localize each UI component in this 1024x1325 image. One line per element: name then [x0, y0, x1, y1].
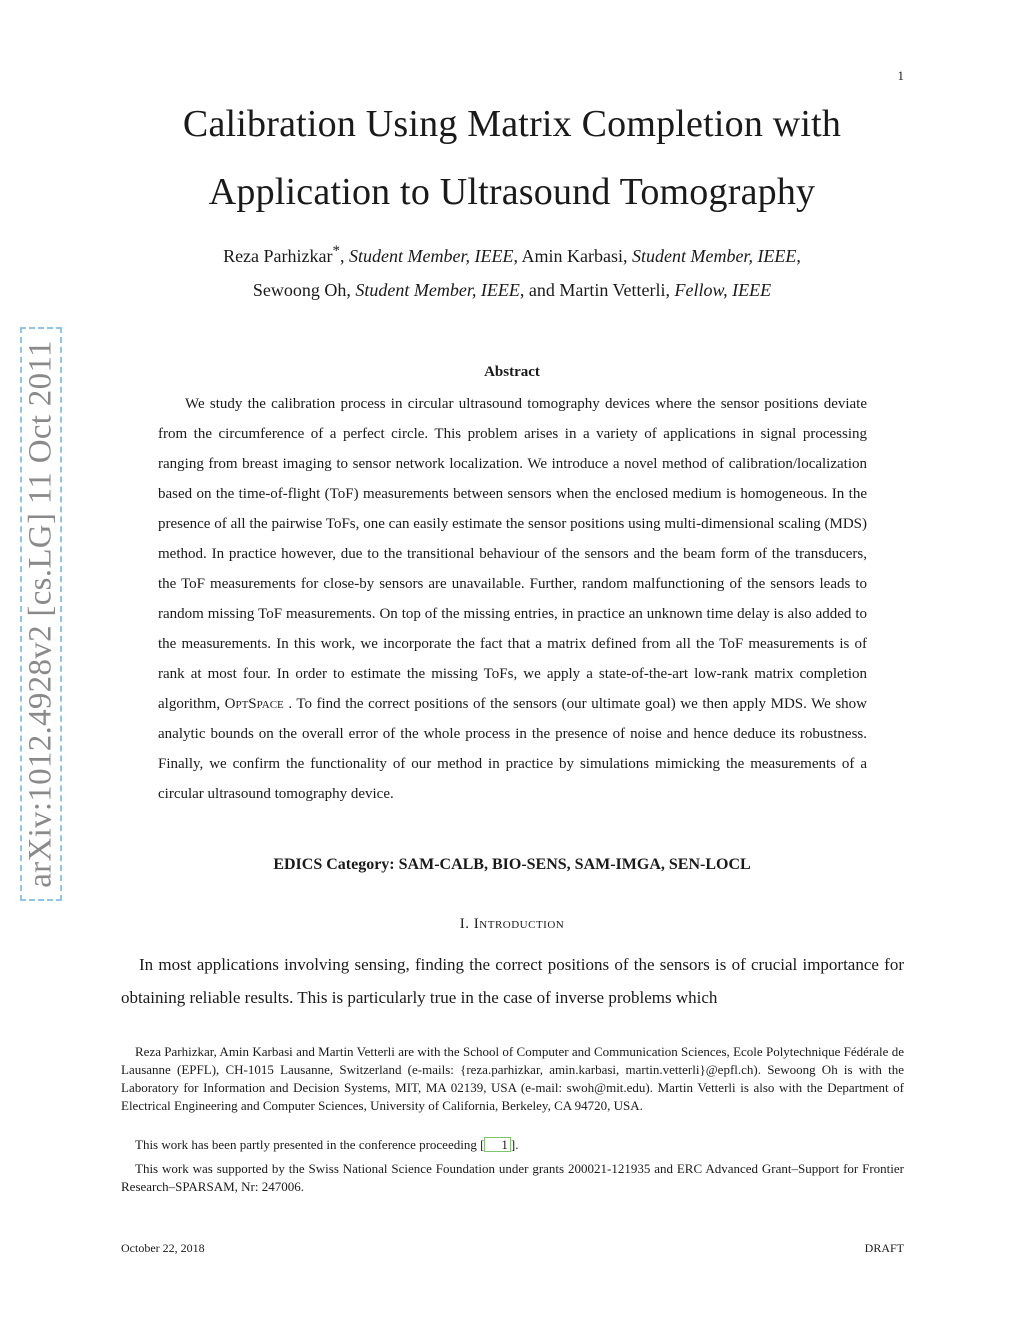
paper-title-line-1: Calibration Using Matrix Completion with — [182, 103, 842, 145]
author-line-2: Sewoong Oh, Student Member, IEEE, and Martin Vetterli, Fellow, IEEE — [252, 280, 772, 300]
author-role: Fellow, IEEE — [674, 280, 772, 300]
author-name: Martin Vetterli — [559, 280, 666, 300]
abstract-text-part-1: We study the calibration process in circular ultrasound tomography devices where the sensor positions deviate from the circumference of a perfect circle. This problem arises in a variety of applications in signal processing ranging from breast imaging to sensor network localization. We introduce a novel method of calibration/localization based on the time-of-flight (ToF) measurements between sensors when the enclosed medium is homogeneous. In the presence of all the pairwise ToFs, one can easily estimate the sensor positions using multi-dimensional scaling (MDS) method. In practice however, due to the transitional behaviour of the sensors and the beam form of the transducers, the ToF measurements for close-by sensors are unavailable. Further, random malfunctioning of the sensors leads to random missing ToF measurements. On top of the missing entries, in practice an unknown time delay is also added to the measurements. In this work, we incorporate the fact that a matrix defined from all the ToF measurements is of rank at most four. In order to estimate the missing ToFs, we apply a state-of-the-art low-rank matrix completion algorithm, — [158, 396, 867, 712]
section-number: I. — [459, 916, 470, 932]
page-number: 1 — [897, 68, 904, 83]
abstract-body — [158, 389, 867, 809]
footnote-conference — [121, 1136, 904, 1154]
footnote-affiliations: Reza Parhizkar, Amin Karbasi and Martin Vetterli are with the School of Computer and Communication Sciences, Ecole Polytechnique Fédérale de Lausanne (EPFL), CH-1015 Lausanne, Switzerland (e-mails: {reza.parhizkar, amin.karbasi, martin.vetterli}@epfl.ch). Sewoong Oh is with the Laboratory for Information and Decision Systems, MIT, MA 02139, USA (e-mail: swoh@mit.edu). Martin Vetterli is also with the Department of Electrical Engineering and Computer Sciences, University of California, Berkeley, CA 94720, USA. — [121, 1044, 904, 1113]
edics-category: EDICS Category: SAM-CALB, BIO-SENS, SAM-IMGA, SEN-LOCL — [273, 856, 751, 873]
author-role: Student Member, IEEE — [355, 280, 520, 300]
footnote-funding: This work was supported by the Swiss National Science Foundation under grants 200021-121935 and ERC Advanced Grant–Support for Frontier Research–SPARSAM, Nr: 247006. — [121, 1161, 904, 1194]
author-name: Sewoong Oh — [252, 280, 347, 300]
introduction-paragraph: In most applications involving sensing, finding the correct positions of the sensors is of crucial importance for obtaining reliable results. This is particularly true in the case of inverse problems which — [121, 955, 904, 1007]
paper-title-line-2: Application to Ultrasound Tomography — [208, 171, 816, 213]
author-line-1: Reza Parhizkar*, Student Member, IEEE, Amin Karbasi, Student Member, IEEE, — [223, 243, 801, 266]
footer-status: DRAFT — [864, 1241, 904, 1255]
author-role: Student Member, IEEE — [349, 246, 514, 266]
arxiv-identifier: arXiv:1012.4928v2 [cs.LG] 11 Oct 2011 — [22, 340, 59, 888]
author-footnote-mark: * — [332, 243, 341, 259]
section-title: Introduction — [473, 916, 565, 932]
section-heading — [0, 916, 1024, 933]
author-role: Student Member, IEEE — [631, 246, 797, 266]
author-name: Reza Parhizkar — [223, 246, 333, 266]
citation-link[interactable]: 1 — [484, 1137, 511, 1152]
author-name: Amin Karbasi — [521, 246, 623, 266]
footer-date: October 22, 2018 — [121, 1241, 205, 1255]
arxiv-stamp — [20, 327, 62, 901]
abstract-heading: Abstract — [484, 364, 540, 380]
footnote-conference-end: ]. — [510, 1137, 519, 1152]
abstract-text-part-2: . To find the correct positions of the sensors (our ultimate goal) we then apply MDS. We show analytic bounds on the overall error of the whole process in the presence of noise and hence deduce its robustness. Finally, we confirm the functionality of our method in practice by simulations mimicking the measurements of a circular ultrasound tomography device. — [158, 696, 867, 802]
footnote-conference-text: This work has been partly presented in the conference proceeding [ — [135, 1137, 485, 1152]
algorithm-name: OptSpace — [224, 696, 284, 712]
